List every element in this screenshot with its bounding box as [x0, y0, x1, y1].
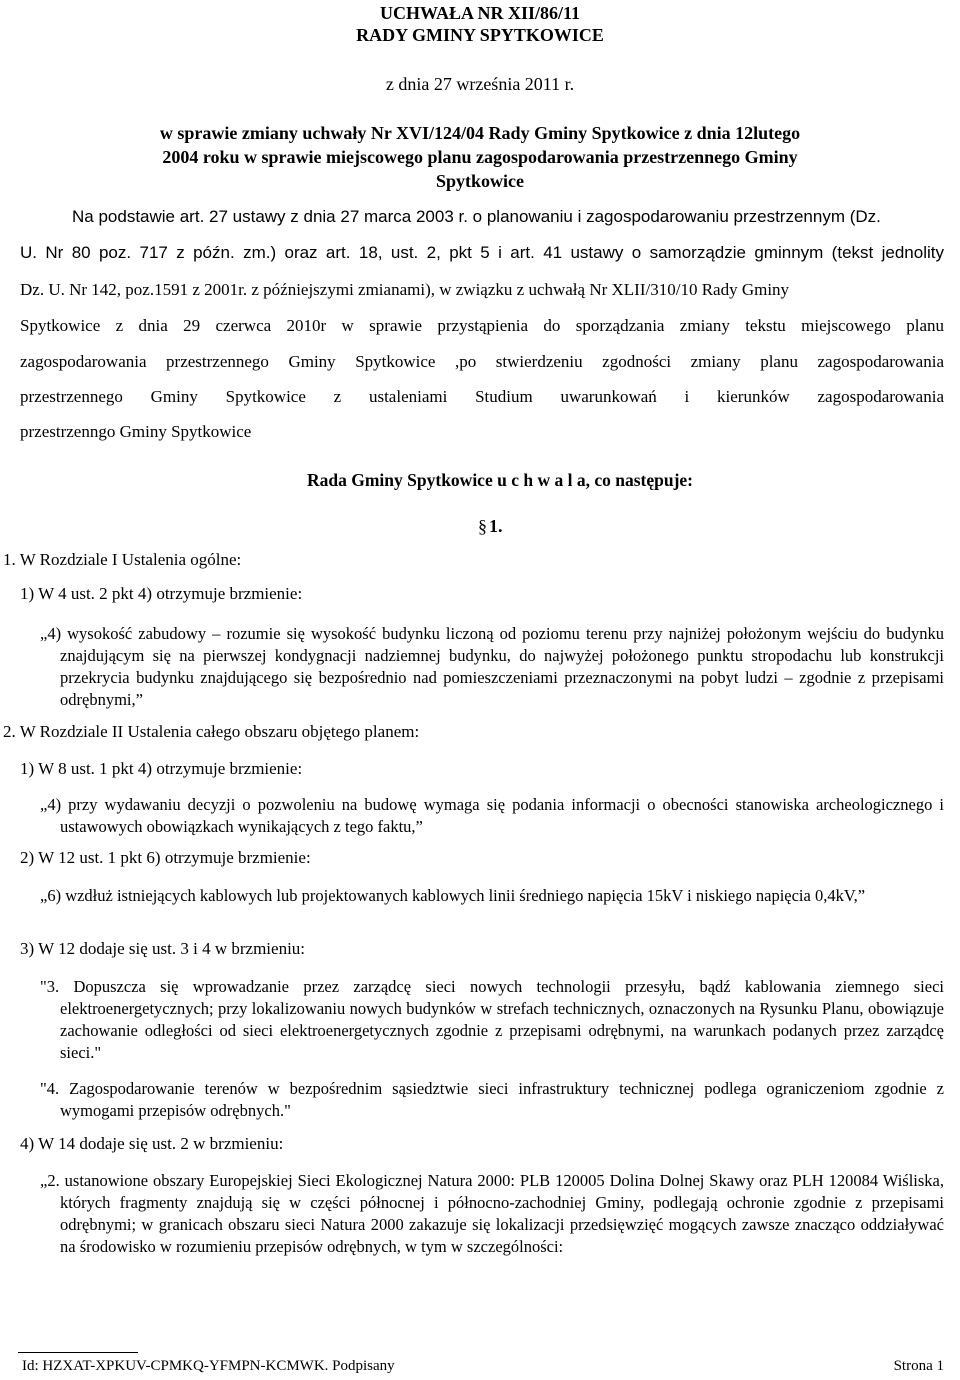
- section-2-title: 2. W Rozdziale II Ustalenia całego obszaru objętego planem:: [3, 722, 420, 741]
- preamble-line-3-text: Dz. U. Nr 142, poz.1591 z 2001r. z późniejszymi zmianami), w związku z uchwałą Nr XLII/310/10 Rady Gminy: [20, 280, 790, 299]
- section-1-quote: [20, 623, 944, 711]
- preamble-line-6: przestrzennego Gminy Spytkowice z ustaleniami Studium uwarunkowań i kierunków zagospodarowania: [20, 387, 944, 406]
- document-title: [0, 2, 960, 46]
- section-2-quote-5-text: „2. ustanowione obszary Europejskiej Sieci Ekologicznej Natura 2000: PLB 120005 Dolina Dolnej Skawy oraz PLH 120084 Wiśliska, których fragmenty znajdują się w części północnej i północno-zachodniej Gminy, podlegają ochronie zgodnie z przepisami odrębnymi; w granicach obszaru sieci Natura 2000 zakazuje się lokalizacji przedsięwzięć mogących zawsze znacząco oddziaływać na środowisko w rozumieniu przepisów odrębnych, w tym w szczególności:: [40, 1171, 944, 1256]
- section-2-quote-1: [20, 794, 944, 838]
- section-sign-icon: §: [478, 516, 487, 536]
- preamble-line-2: U. Nr 80 poz. 717 z późn. zm.) oraz art. 18, ust. 2, pkt 5 i art. 41 ustawy o samorządzie gminnym (tekst jednolity: [20, 243, 944, 262]
- section-1-title: 1. W Rozdziale I Ustalenia ogólne:: [3, 550, 242, 569]
- section-2-quote-5: [20, 1170, 944, 1258]
- section-2-item-3: 3) W 12 dodaje się ust. 3 i 4 w brzmieniu:: [20, 939, 306, 958]
- section-2-quote-2-text: „6) wzdłuż istniejących kablowych lub projektowanych kablowych linii średniego napięcia 15kV i niskiego napięcia 0,4kV,”: [40, 886, 866, 905]
- section-2-item-2: 2) W 12 ust. 1 pkt 6) otrzymuje brzmienie:: [20, 848, 311, 867]
- section-2-quote-2: [20, 885, 944, 907]
- section-1-quote-text: „4) wysokość zabudowy – rozumie się wysokość budynku liczoną od poziomu terenu przy najniżej położonym wejściu do budynku znajdującym się na pierwszej kondygnacji nadziemnej budynku, do najwyżej położonego punktu stropodachu lub konstrukcji przekrycia budynku znajdującego się bezpośrednio nad pomieszczeniami przeznaczonymi na pobyt ludzi – zgodnie z przepisami odrębnymi,”: [40, 624, 944, 709]
- section-2-quote-3: [20, 976, 944, 1064]
- document-date: z dnia 27 września 2011 r.: [385, 74, 575, 94]
- section-2-item-4: 4) W 14 dodaje się ust. 2 w brzmieniu:: [20, 1134, 284, 1153]
- preamble-line-1: Na podstawie art. 27 ustawy z dnia 27 marca 2003 r. o planowaniu i zagospodarowaniu przestrzennym (Dz.: [72, 207, 881, 226]
- footer-page-number: Strona 1: [893, 1358, 944, 1374]
- preamble-line-5: zagospodarowania przestrzennego Gminy Spytkowice ,po stwierdzeniu zgodności zmiany planu zagospodarowania: [20, 352, 944, 371]
- section-2-quote-4-text: "4. Zagospodarowanie terenów w bezpośrednim sąsiedztwie sieci infrastruktury technicznej podlega ograniczeniom zgodnie z wymogami przepisów odrębnych.": [40, 1079, 944, 1120]
- paragraph-number-text: 1.: [489, 516, 503, 536]
- section-1-item-1: 1) W 4 ust. 2 pkt 4) otrzymuje brzmienie:: [20, 584, 303, 603]
- preamble-line-3: [20, 280, 944, 300]
- section-2-item-1: 1) W 8 ust. 1 pkt 4) otrzymuje brzmienie:: [20, 759, 303, 778]
- paragraph-number: [478, 516, 503, 537]
- resolution-heading: Rada Gminy Spytkowice u c h w a l a, co następuje:: [307, 470, 693, 490]
- document-subject: w sprawie zmiany uchwały Nr XVI/124/04 Rady Gminy Spytkowice z dnia 12lutego 2004 roku w sprawie miejscowego planu zagospodarowania przestrzennego Gminy Spytkowice: [159, 123, 801, 191]
- preamble-line-7: przestrzenngo Gminy Spytkowice: [20, 422, 252, 441]
- title-line-1: UCHWAŁA NR XII/86/11: [379, 3, 581, 23]
- title-line-2: RADY GMINY SPYTKOWICE: [356, 25, 604, 45]
- preamble-line-4: Spytkowice z dnia 29 czerwca 2010r w sprawie przystąpienia do sporządzania zmiany tekstu miejscowego planu: [20, 316, 944, 335]
- section-2-quote-1-text: „4) przy wydawaniu decyzji o pozwoleniu na budowę wymaga się podania informacji o obecności stanowiska archeologicznego i ustawowych obowiązkach wynikających z tego faktu,”: [40, 795, 944, 836]
- footer-rule: [18, 1352, 138, 1353]
- section-2-quote-3-text: "3. Dopuszcza się wprowadzanie przez zarządcę sieci nowych technologii przesyłu, bądź kablowania ziemnego sieci elektroenergetycznych; przy lokalizowaniu nowych budynków w strefach technicznych, oznaczonych na Rysunku Planu, obowiązuje zachowanie odległości od sieci elektroenergetycznych zgodnie z przepisami odrębnymi, na warunkach podanych przez zarządcę sieci.": [40, 977, 944, 1062]
- section-2-quote-4: [20, 1078, 944, 1122]
- footer-id: Id: HZXAT-XPKUV-CPMKQ-YFMPN-KCMWK. Podpisany: [22, 1358, 395, 1374]
